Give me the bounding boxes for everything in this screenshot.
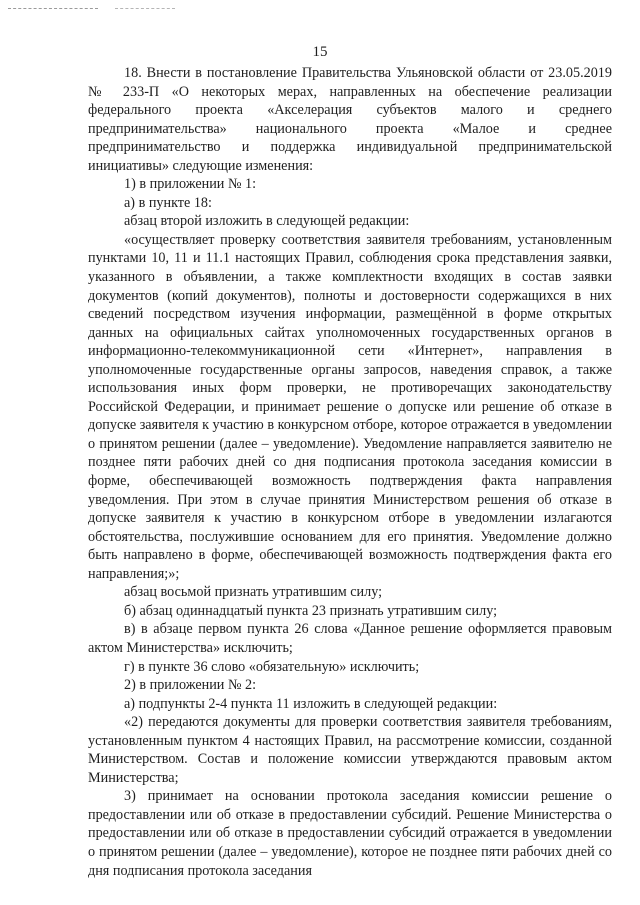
paragraph: в) в абзаце первом пункта 26 слова «Данное решение оформляется правовым актом Министерства» исключить; bbox=[88, 621, 612, 656]
document-body bbox=[88, 64, 612, 880]
paragraph: а) подпункты 2-4 пункта 11 изложить в следующей редакции: bbox=[124, 695, 498, 712]
paragraph: а) в пункте 18: bbox=[124, 194, 212, 211]
paragraph: «осуществляет проверку соответствия заявителя требованиям, установленным пунктами 10, 11 и 11.1 настоящих Правил, соблюдения срока представления заявки, указанного в объявлении, а также комплектности входящих в состав заявки документов (копий документов), полноты и достоверности содержащихся в них сведений посредством изучения информации, размещённой в форме открытых данных на официальных сайтах уполномоченных государственных органов в информационно-телекоммуникационной сети «Интернет», направления в уполномоченные государственные органы запросов, наведения справок, а также использования иных форм проверки, не противоречащих законодательству Российской Федерации, и принимает решение о допуске или решение об отказе в допуске заявителя к участию в конкурсном отборе, которое отражается в уведомлении о принятом решении (далее – уведомление). Уведомление направляется заявителю не позднее пяти рабочих дней со дня подписания протокола заседания комиссии в форме, обеспечивающей возможность подтверждения факта направления уведомления. При этом в случае принятия Министерством решения об отказе в допуске заявителя к участию в конкурсном отборе в уведомлении излагаются обстоятельства, послужившие основанием для его принятия. Уведомление должно быть направлено в форме, обеспечивающей возможность подтверждения факта его направления;»; bbox=[88, 231, 612, 582]
page-number: 15 bbox=[312, 44, 328, 60]
paragraph: 18. Внести в постановление Правительства Ульяновской области от 23.05.2019 № 233-П «О некоторых мерах, направленных на обеспечение реализации федерального проекта «Акселерация субъектов малого и среднего предпринимательства» национального проекта «Малое и среднее предпринимательство и поддержка индивидуальной предпринимательской инициативы» следующие изменения: bbox=[88, 65, 612, 174]
scan-artifact bbox=[115, 8, 175, 10]
paragraph: г) в пункте 36 слово «обязательную» исключить; bbox=[124, 658, 420, 675]
paragraph: б) абзац одиннадцатый пункта 23 признать утратившим силу; bbox=[124, 602, 498, 619]
paragraph: 3) принимает на основании протокола заседания комиссии решение о предоставлении или об отказе в предоставлении субсидий. Решение Министерства о предоставлении или об отказе в предоставлении субсидий отражается в уведомлении о принятом решении (далее – уведомление), которое не позднее пяти рабочих дней со дня подписания протокола заседания bbox=[88, 788, 612, 879]
scan-artifact bbox=[8, 8, 98, 10]
paragraph: абзац второй изложить в следующей редакции: bbox=[124, 213, 410, 230]
paragraph: 2) в приложении № 2: bbox=[124, 677, 257, 694]
paragraph: абзац восьмой признать утратившим силу; bbox=[124, 584, 383, 601]
paragraph: 1) в приложении № 1: bbox=[124, 176, 257, 193]
paragraph: «2) передаются документы для проверки соответствия заявителя требованиям, установленным пунктом 4 настоящих Правил, на рассмотрение комиссии, созданной Министерством. Состав и положение комиссии утверждаются правовым актом Министерства; bbox=[88, 714, 612, 786]
